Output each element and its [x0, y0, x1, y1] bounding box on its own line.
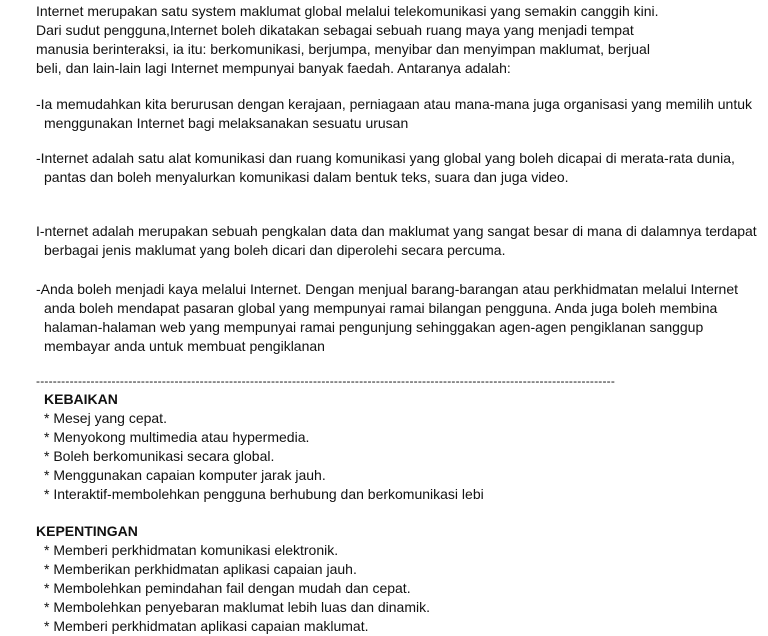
- list-item: * Interaktif-membolehkan pengguna berhubung dan berkomunikasi lebi: [44, 486, 484, 502]
- intro-paragraph: Internet merupakan satu system maklumat global melalui telekomunikasi yang semakin canggih kini. Dari sudut pengguna,Internet boleh dikatakan sebagai sebuah ruang maya yang menjadi tempat manusia berinteraksi, ia itu: berkomunikasi, berjumpa, menyibar dan menyimpan maklumat, berjual beli, dan lain-lain lagi Internet mempunyai banyak faedah. Antaranya adalah:: [36, 3, 659, 76]
- dashed-separator: ------------------------------------------------------------------------------------------------------------------------------------------: [36, 374, 616, 388]
- kebaikan-heading: KEBAIKAN: [44, 391, 118, 407]
- benefit-paragraph-1: -Ia memudahkan kita berurusan dengan kerajaan, perniagaan atau mana-mana juga organisasi yang memilih untuk menggunakan Internet bagi melaksanakan sesuatu urusan: [36, 96, 752, 131]
- kepentingan-heading: KEPENTINGAN: [36, 523, 138, 539]
- benefit-paragraph-3: I-nternet adalah merupakan sebuah pengkalan data dan maklumat yang sangat besar di mana di dalamnya terdapat berbagai jenis maklumat yang boleh dicari dan diperolehi secara percuma.: [36, 223, 757, 258]
- benefit-paragraph-4: -Anda boleh menjadi kaya melalui Internet. Dengan menjual barang-barangan atau perkhidmatan melalui Internet anda boleh mendapat pasaran global yang mempunyai ramai bilangan pengguna. Anda juga boleh membina halaman-halaman web yang mempunyai ramai pengunjung sehinggakan agen-agen pengiklanan sanggup membayar anda untuk membuat pengiklanan: [36, 281, 738, 354]
- list-item: * Memberikan perkhidmatan aplikasi capaian jauh.: [44, 561, 357, 577]
- list-item: * Mesej yang cepat.: [44, 410, 167, 426]
- list-item: * Membolehkan penyebaran maklumat lebih luas dan dinamik.: [44, 599, 430, 615]
- kepentingan-list: [44, 541, 430, 636]
- kebaikan-list: [44, 409, 484, 504]
- list-item: * Menyokong multimedia atau hypermedia.: [44, 429, 310, 445]
- list-item: * Membolehkan pemindahan fail dengan mudah dan cepat.: [44, 580, 411, 596]
- list-item: * Menggunakan capaian komputer jarak jauh.: [44, 467, 326, 483]
- benefit-paragraph-2: -Internet adalah satu alat komunikasi dan ruang komunikasi yang global yang boleh dicapai di merata-rata dunia, pantas dan boleh menyalurkan komunikasi dalam bentuk teks, suara dan juga video.: [36, 150, 735, 185]
- list-item: * Boleh berkomunikasi secara global.: [44, 448, 275, 464]
- list-item: * Memberi perkhidmatan komunikasi elektronik.: [44, 542, 339, 558]
- list-item: * Memberi perkhidmatan aplikasi capaian maklumat.: [44, 618, 369, 634]
